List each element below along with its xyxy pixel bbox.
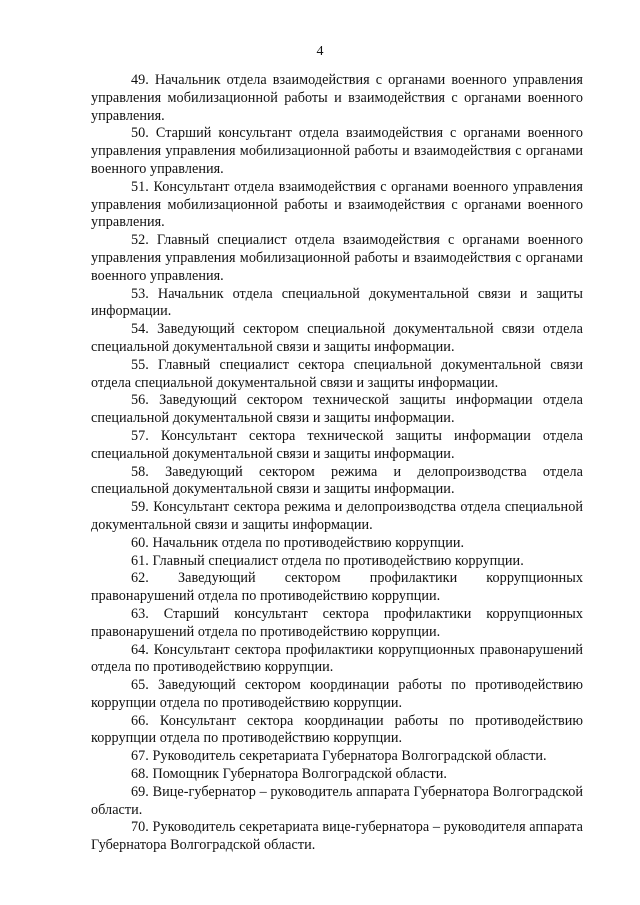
list-item: 63. Старший консультант сектора профилактики коррупционных правонарушений отдела по противодействию коррупции. [91,605,583,640]
list-item: 51. Консультант отдела взаимодействия с органами военного управления управления мобилизационной работы и взаимодействия с органами военного управления. [91,178,583,231]
list-item: 64. Консультант сектора профилактики коррупционных правонарушений отдела по противодействию коррупции. [91,641,583,676]
list-item: 66. Консультант сектора координации работы по противодействию коррупции отдела по противодействию коррупции. [91,712,583,747]
list-item: 57. Консультант сектора технической защиты информации отдела специальной документальной связи и защиты информации. [91,427,583,462]
list-item: 49. Начальник отдела взаимодействия с органами военного управления управления мобилизационной работы и взаимодействия с органами военного управления. [91,72,583,124]
list-item: 59. Консультант сектора режима и делопроизводства отдела специальной документальной связи и защиты информации. [91,499,583,533]
position-list [91,72,583,855]
list-item: 55. Главный специалист сектора специальной документальной связи отдела специальной документальной связи и защиты информации. [91,356,583,391]
list-item: 56. Заведующий сектором технической защиты информации отдела специальной документальной связи и защиты информации. [91,392,583,427]
list-item: 61. Главный специалист отдела по противодействию коррупции. [131,552,524,569]
list-item: 58. Заведующий сектором режима и делопроизводства отдела специальной документальной связи и защиты информации. [91,463,583,498]
page-number: 4 [316,44,324,59]
list-item: 62. Заведующий сектором профилактики коррупционных правонарушений отдела по противодействию коррупции. [91,570,583,605]
list-item: 70. Руководитель секретариата вице-губернатора – руководителя аппарата Губернатора Волгоградской области. [91,819,583,854]
list-item: 69. Вице-губернатор – руководитель аппарата Губернатора Волгоградской области. [91,783,583,818]
list-item: 67. Руководитель секретариата Губернатора Волгоградской области. [131,748,547,765]
list-item: 52. Главный специалист отдела взаимодействия с органами военного управления управления мобилизационной работы и взаимодействия с органами военного управления. [91,232,583,284]
list-item: 54. Заведующий сектором специальной документальной связи отдела специальной документальной связи и защиты информации. [91,321,583,355]
list-item: 53. Начальник отдела специальной документальной связи и защиты информации. [91,285,583,320]
list-item: 60. Начальник отдела по противодействию коррупции. [131,534,465,551]
list-item: 50. Старший консультант отдела взаимодействия с органами военного управления управления мобилизационной работы и взаимодействия с органами военного управления. [91,125,583,177]
list-item: 65. Заведующий сектором координации работы по противодействию коррупции отдела по противодействию коррупции. [91,677,583,711]
list-item: 68. Помощник Губернатора Волгоградской области. [131,766,447,783]
